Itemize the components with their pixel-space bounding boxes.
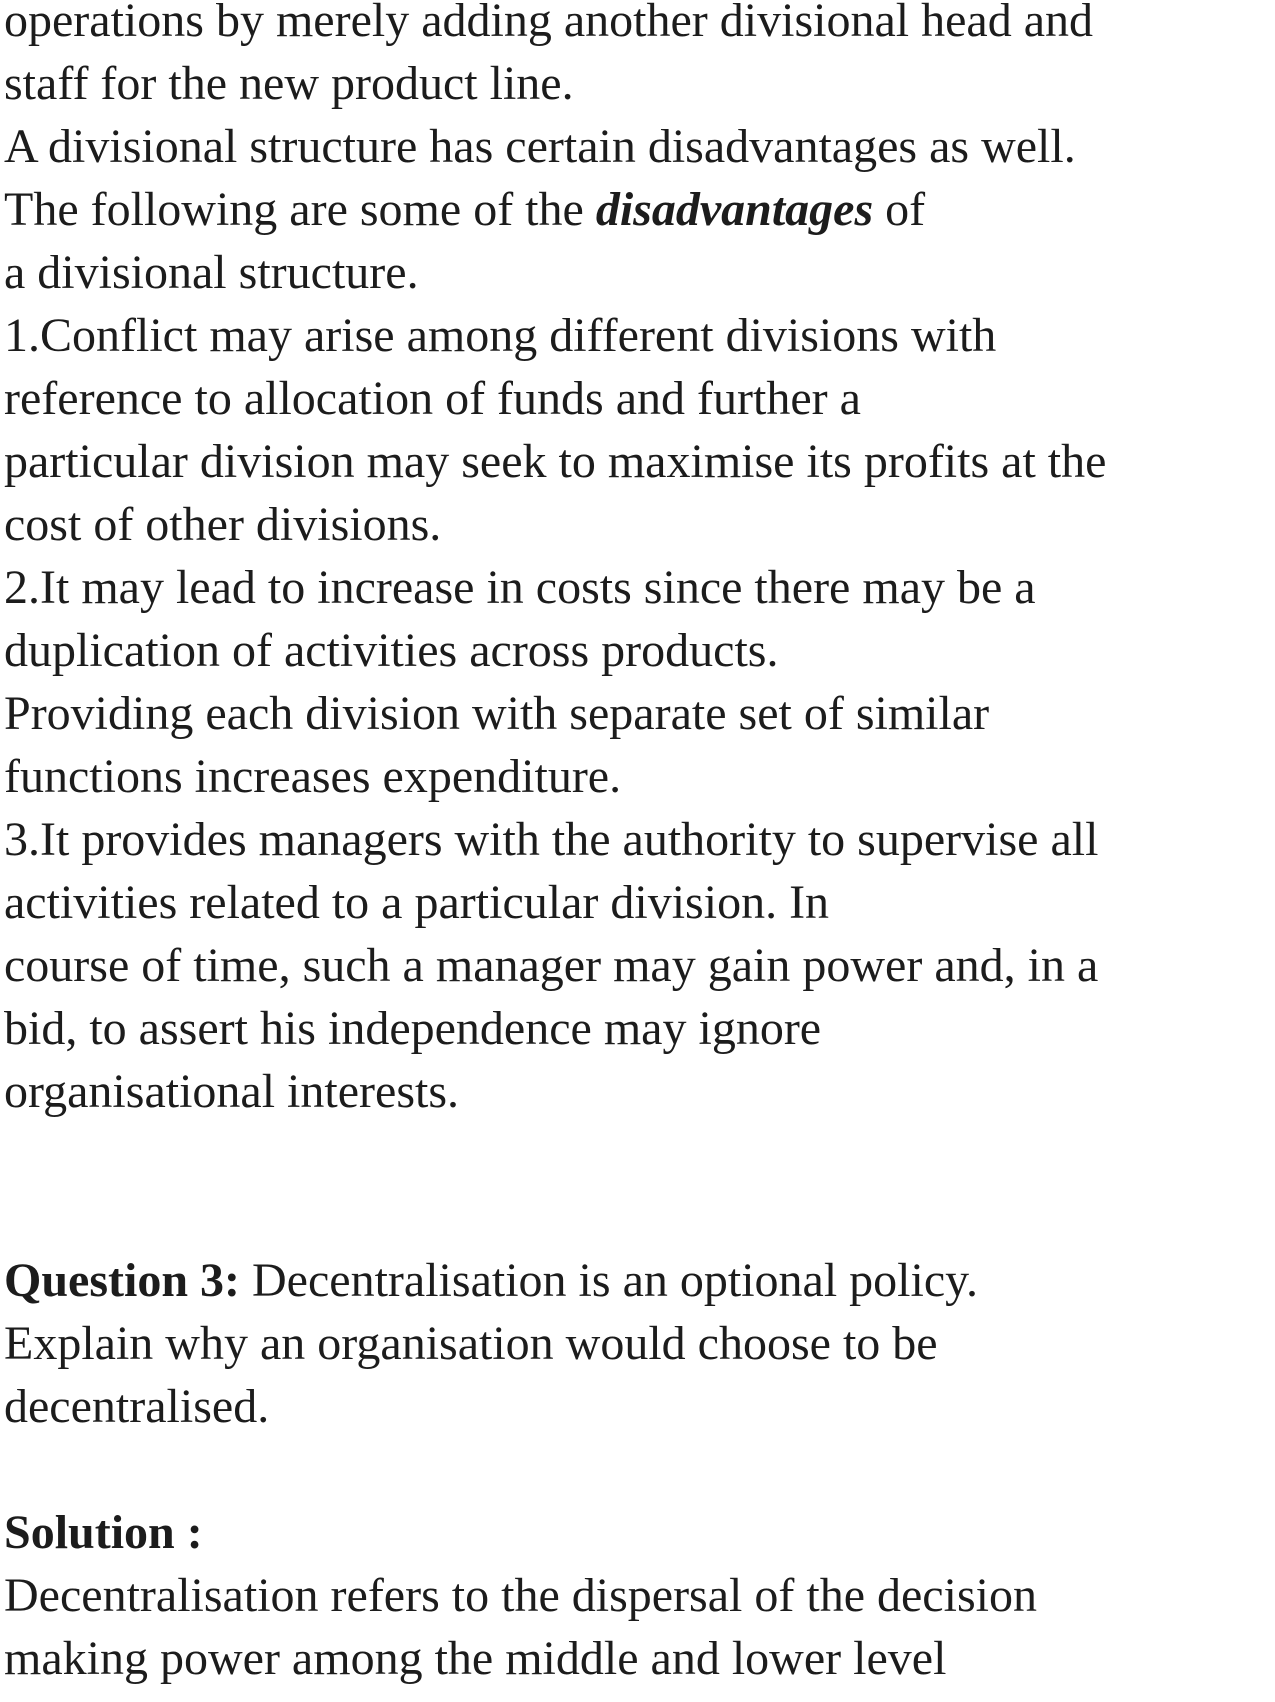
text-segment-normal: activities related to a particular division. In bbox=[4, 876, 830, 929]
text-segment-normal: particular division may seek to maximise its profits at the bbox=[4, 435, 1107, 488]
text-segment-normal: duplication of activities across products. bbox=[4, 624, 779, 677]
text-line bbox=[4, 808, 1275, 871]
text-line bbox=[4, 1312, 1275, 1375]
text-segment-normal: making power among the middle and lower level bbox=[4, 1632, 947, 1685]
text-segment-bold: Solution : bbox=[4, 1506, 203, 1559]
text-segment-normal: bid, to assert his independence may ignore bbox=[4, 1002, 822, 1055]
text-line bbox=[4, 1060, 1275, 1123]
text-segment-normal: Explain why an organisation would choose to be bbox=[4, 1317, 938, 1370]
text-line bbox=[4, 682, 1275, 745]
text-segment-normal: organisational interests. bbox=[4, 1065, 460, 1118]
text-segment-normal: A divisional structure has certain disadvantages as well. bbox=[4, 120, 1076, 173]
text-line bbox=[4, 1627, 1275, 1690]
text-line bbox=[4, 430, 1275, 493]
text-line bbox=[4, 556, 1275, 619]
text-segment-normal: Decentralisation is an optional policy. bbox=[240, 1254, 979, 1307]
text-segment-normal: reference to allocation of funds and further a bbox=[4, 372, 861, 425]
text-segment-normal: decentralised. bbox=[4, 1380, 270, 1433]
text-line bbox=[4, 304, 1275, 367]
text-segment-normal: 1.Conflict may arise among different divisions with bbox=[4, 309, 997, 362]
text-line bbox=[4, 1249, 1275, 1312]
text-line bbox=[4, 934, 1275, 997]
text-segment-normal: 2.It may lead to increase in costs since there may be a bbox=[4, 561, 1036, 614]
text-segment-normal: a divisional structure. bbox=[4, 246, 419, 299]
text-line bbox=[4, 0, 1275, 52]
text-line bbox=[4, 745, 1275, 808]
text-line bbox=[4, 997, 1275, 1060]
text-line bbox=[4, 367, 1275, 430]
text-segment-normal: Providing each division with separate set of similar bbox=[4, 687, 990, 740]
text-segment-normal: 3.It provides managers with the authority to supervise all bbox=[4, 813, 1099, 866]
text-line bbox=[4, 1501, 1275, 1564]
text-line bbox=[4, 115, 1275, 178]
text-line bbox=[4, 178, 1275, 241]
blank-line bbox=[4, 1438, 1275, 1501]
text-line bbox=[4, 1375, 1275, 1438]
text-segment-normal: cost of other divisions. bbox=[4, 498, 442, 551]
text-line bbox=[4, 1564, 1275, 1627]
text-line bbox=[4, 52, 1275, 115]
text-line bbox=[4, 871, 1275, 934]
text-segment-normal: operations by merely adding another divisional head and bbox=[4, 0, 1094, 47]
blank-line bbox=[4, 1186, 1275, 1249]
text-segment-normal: staff for the new product line. bbox=[4, 57, 574, 110]
text-segment-normal: Decentralisation refers to the dispersal of the decision bbox=[4, 1569, 1037, 1622]
text-segment-bold: Question 3: bbox=[4, 1254, 241, 1307]
text-segment-normal: of bbox=[873, 183, 926, 236]
text-segment-normal: course of time, such a manager may gain power and, in a bbox=[4, 939, 1099, 992]
text-line bbox=[4, 619, 1275, 682]
blank-line bbox=[4, 1123, 1275, 1186]
text-line bbox=[4, 493, 1275, 556]
text-segment-bold-italic: disadvantages bbox=[595, 183, 874, 236]
text-line bbox=[4, 241, 1275, 304]
text-segment-normal: functions increases expenditure. bbox=[4, 750, 622, 803]
text-segment-normal: The following are some of the bbox=[4, 183, 596, 236]
